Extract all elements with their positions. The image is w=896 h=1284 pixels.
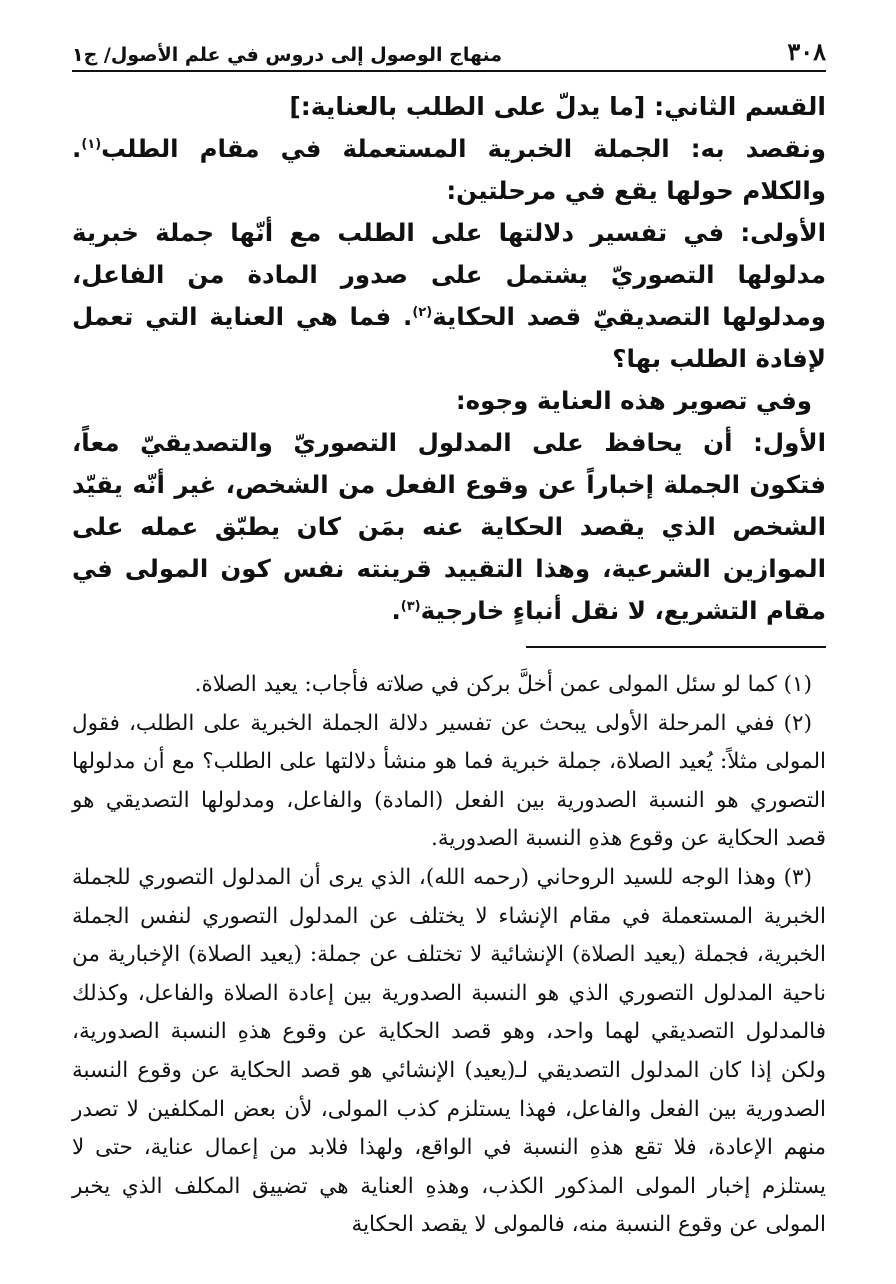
paragraph-first-stage-tail: . فما هي العناية التي تعمل لإفادة الطلب بها؟ [72,302,826,373]
paragraph-first-aspect [72,422,826,632]
running-title: منهاج الوصول إلى دروس في علم الأصول/ ج١ [72,44,503,66]
footnote-separator [526,646,826,648]
main-text [72,86,826,632]
page-header [72,0,826,72]
paragraph-first-aspect-tail: . [391,596,401,625]
footnote-ref-2[interactable]: (٢) [412,304,433,320]
footnote-2: (٢) ففي المرحلة الأولى يبحث عن تفسير دلالة الجملة الخبرية على الطلب، فقول المولى مثلاً: يُعيد الصلاة، جملة خبرية فما هو منشأ دلالتها على الطلب؟ مع أن مدلولها التصوري هو النسبة الصدورية بين الفعل (المادة) والفاعل، ومدلولها التصديقي هو قصد الحكاية عن وقوع هذهِ النسبة الصدورية. [72,710,826,852]
page-number: ٣٠٨ [787,37,826,66]
footnote-ref-1[interactable]: (١) [81,136,102,152]
paragraph-intro-text: ونقصد به: الجملة الخبرية المستعملة في مقام الطلب [101,134,826,163]
paragraph-first-aspect-text: الأول: أن يحافظ على المدلول التصوريّ والتصديقيّ معاً، فتكون الجملة إخباراً عن وقوع الفعل من الشخص، غير أنّه يقيّد الشخص الذي يقصد الحكاية عنه بمَن كان يطبّق عمله على الموازين الشرعية، وهذا التقييد قرينته نفس كون المولى في مقام التشريع، لا نقل أنباءٍ خارجية [72,428,826,625]
paragraph-aspects: وفي تصوير هذه العناية وجوه: [455,386,812,415]
paragraph-intro [72,128,826,212]
paragraph-first-stage-text: الأولى: في تفسير دلالتها على الطلب مع أنّها جملة خبرية مدلولها التصوريّ يشتمل على صدور المادة من الفاعل، ومدلولها التصديقيّ قصد الحكاية [72,218,826,331]
footnotes [72,666,826,1245]
footnote-3: (٣) وهذا الوجه للسيد الروحاني (رحمه الله)، الذي يرى أن المدلول التصوري للجملة الخبرية المستعملة في مقام الإنشاء لا يختلف عن المدلول التصوري لنفس الجملة الخبرية، فجملة (يعيد الصلاة) الإنشائية لا تختلف عن جملة: (يعيد الصلاة) الإخبارية من ناحية المدلول التصوري الذي هو النسبة الصدورية بين إعادة الصلاة والفاعل، وكذلك فالمدلول التصديقي لهما واحد، وهو قصد الحكاية عن وقوع هذهِ النسبة الصدورية، ولكن إذا كان المدلول التصديقي لـ(يعيد) الإنشائي هو قصد الحكاية عن وقوع النسبة الصدورية بين الفعل والفاعل، فهذا يستلزم كذب المولى، لأن بعض المكلفين لا تصدر منهم الإعادة، فلا تقع هذهِ النسبة في الواقع، ولهذا فلابد من إعمال عناية، حتى لا يستلزم إخبار المولى المذكور الكذب، وهذهِ العناية هي تضييق المكلف الذي يخبر المولى عن وقوع النسبة منه، فالمولى لا يقصد الحكاية [72,864,826,1238]
paragraph-first-stage [72,212,826,380]
section-heading: القسم الثاني: [ما يدلّ على الطلب بالعناية:] [289,92,826,121]
paragraph-intro-tail: . والكلام حولها يقع في مرحلتين: [72,134,826,205]
footnote-1: (١) كما لو سئل المولى عمن أخلَّ بركن في صلاته فأجاب: يعيد الصلاة. [194,672,812,697]
footnote-ref-3[interactable]: (٣) [400,598,421,614]
